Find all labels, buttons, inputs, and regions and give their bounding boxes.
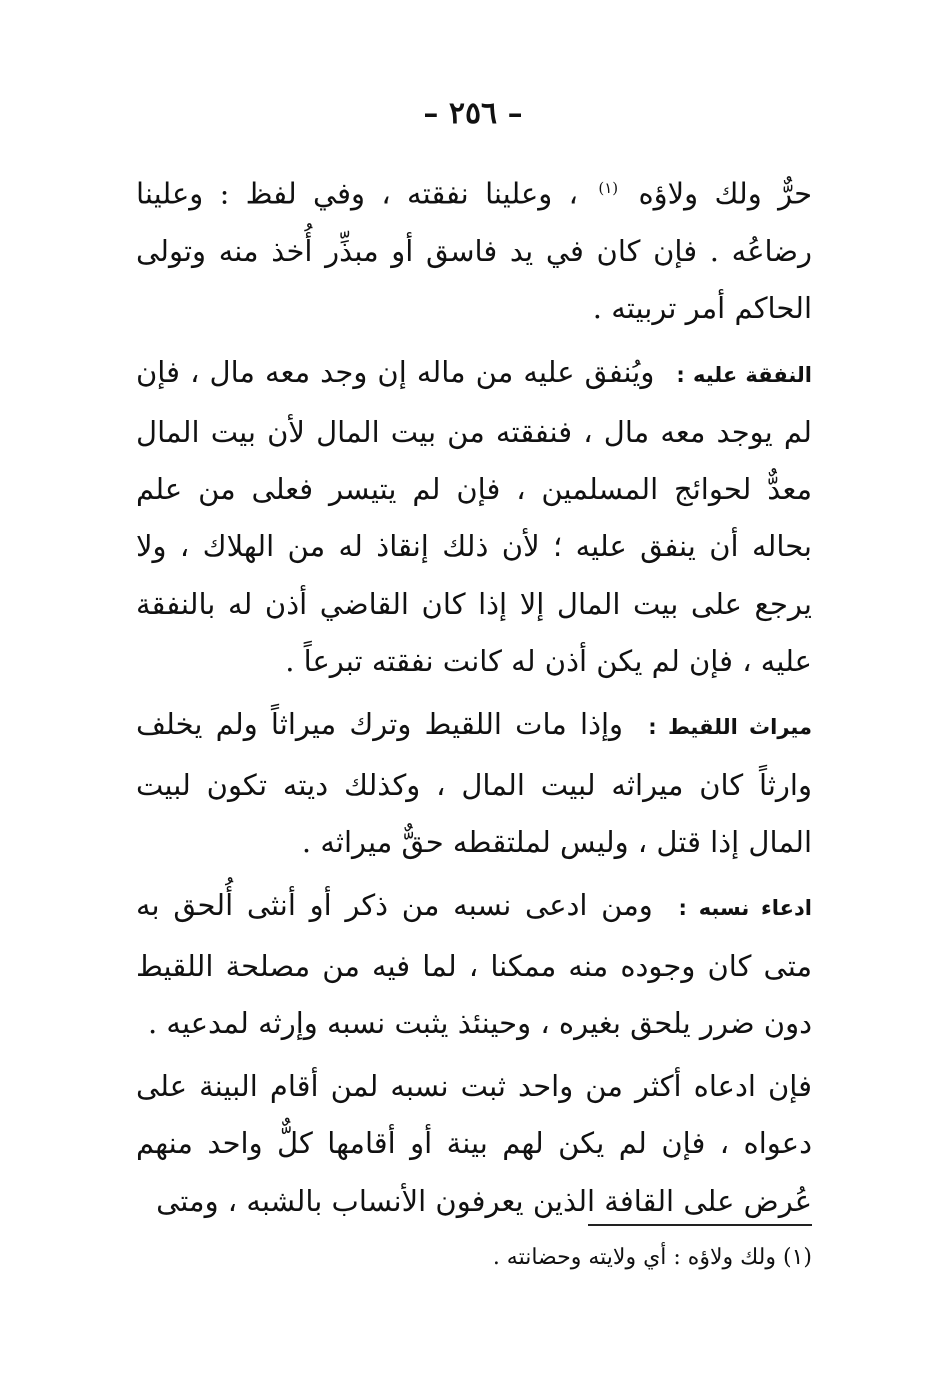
- section-heading: ادعاء نسبه :: [678, 896, 812, 921]
- paragraph-text: ويُنفق عليه من ماله إن وجد معه مال ، فإن لم يوجد معه مال ، فنفقته من بيت المال لأن بيت المال معدٌّ لحوائج المسلمين ، فإن لم يتيسر فعلى من علم بحاله أن ينفق عليه ؛ لأن ذلك إنقاذ له من الهلاك ، ولا يرجع على بيت المال إلا إذا كان القاضي أذن له بالنفقة عليه ، فإن لم يكن أذن له كانت نفقته تبرعاً .: [136, 354, 812, 679]
- paragraph: [136, 696, 812, 871]
- paragraph: [136, 344, 812, 691]
- footnote: (١) ولك ولاؤه : أي ولايته وحضانته .: [492, 1245, 812, 1270]
- main-text: [136, 160, 812, 1236]
- paragraph-text: حرٌّ ولك ولاؤه: [638, 176, 813, 211]
- paragraph-text: ومن ادعى نسبه من ذكر أو أنثى أُلحق به متى كان وجوده منه ممكنا ، لما فيه من مصلحة اللقيط دون ضرر يلحق بغيره ، وحينئذ يثبت نسبه وإرثه لمدعيه .: [136, 888, 812, 1040]
- section-heading: ميراث اللقيط :: [648, 715, 812, 740]
- paragraph: [136, 1058, 812, 1230]
- paragraph-text: ، وعلينا نفقته ، وفي لفظ : وعلينا رضاعُه . فإن كان في يد فاسق أو مبذِّر أُخذ منه وتولى الحاكم أمر تربيته .: [136, 176, 812, 326]
- paragraph: [136, 160, 812, 338]
- paragraph: [136, 877, 812, 1052]
- page-number: – ٢٥٦ –: [423, 96, 523, 131]
- footnote-reference: (١): [598, 179, 619, 197]
- footnote-divider: [588, 1224, 812, 1226]
- paragraph-text: فإن ادعاه أكثر من واحد ثبت نسبه لمن أقام البينة على دعواه ، فإن لم يكن لهم بينة أو أقامها كلٌّ واحد منهم عُرض على القافة الذين يعرفون الأنساب بالشبه ، ومتى: [136, 1069, 812, 1218]
- section-heading: النفقة عليه :: [676, 362, 812, 387]
- paragraph-text: وإذا مات اللقيط وترك ميراثاً ولم يخلف وارثاً كان ميراثه لبيت المال ، وكذلك ديته تكون لبيت المال إذا قتل ، وليس لملتقطه حقٌّ ميراثه .: [136, 707, 812, 859]
